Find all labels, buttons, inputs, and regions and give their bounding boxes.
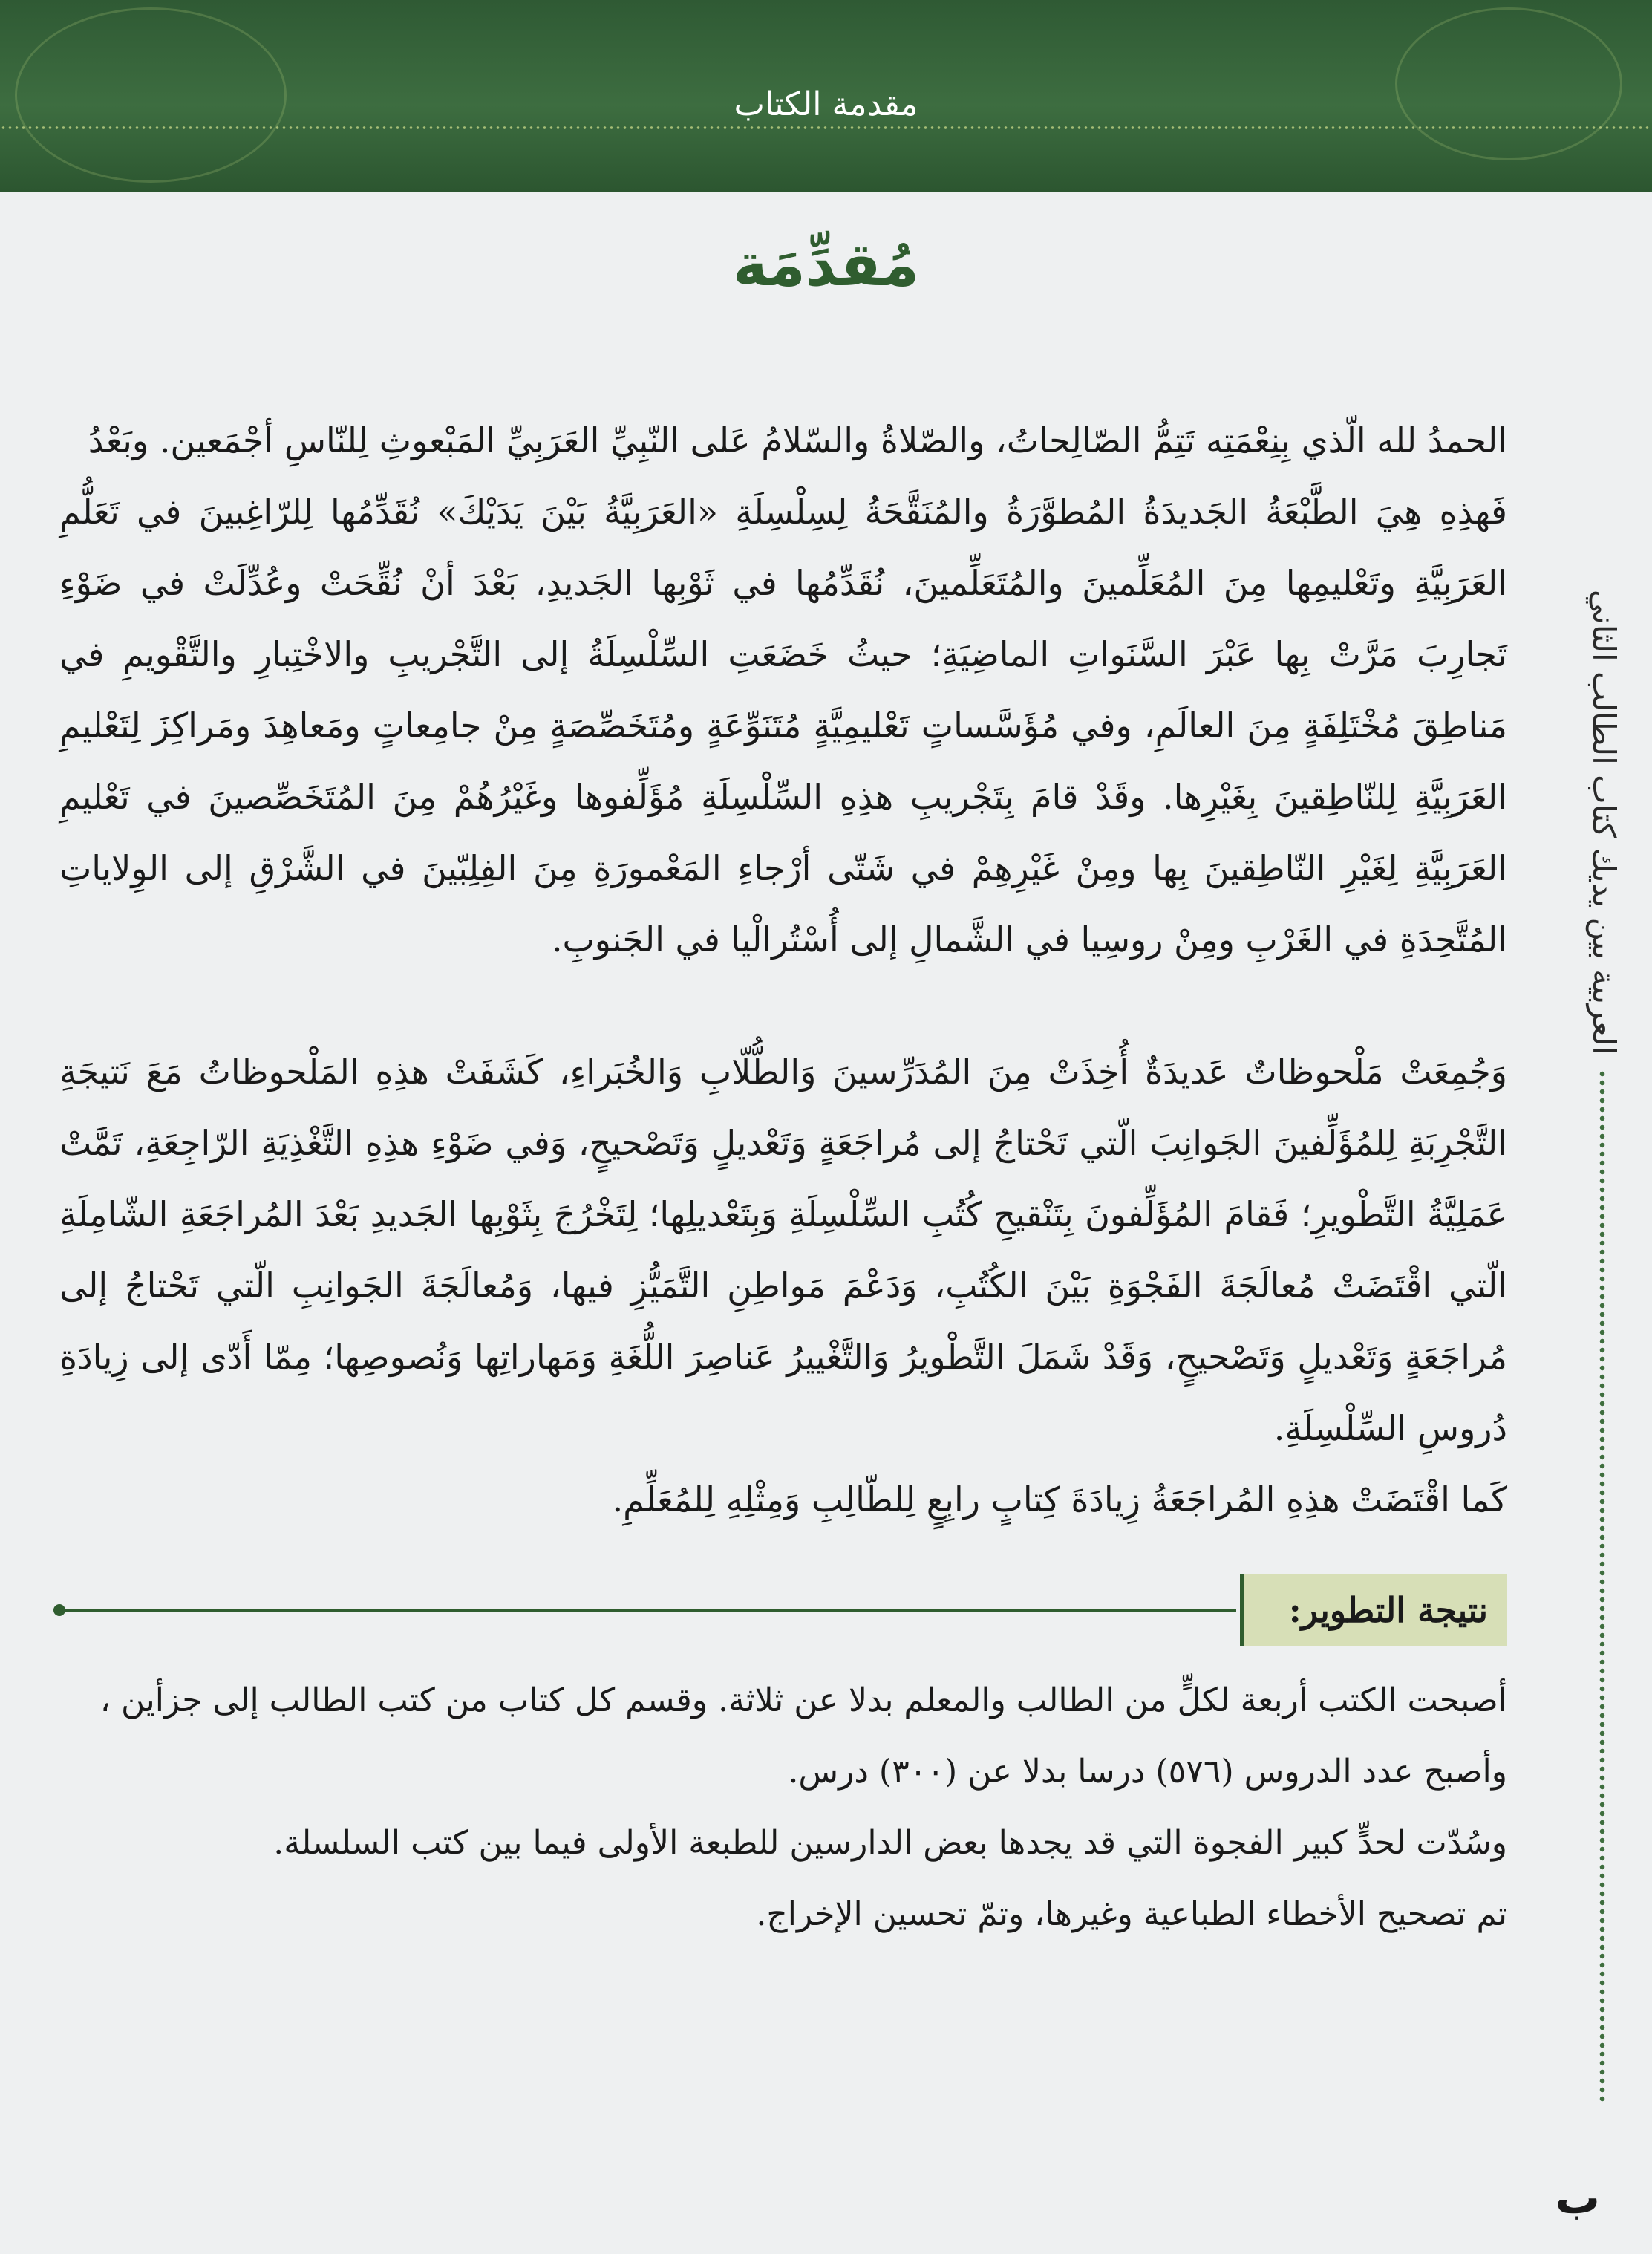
- section-heading: نتيجة التطوير:: [1240, 1574, 1507, 1646]
- list-item: وسُدّت لحدٍّ كبير الفجوة التي قد يجدها بعض الدارسين للطبعة الأولى فيما بين كتب السلسلة.: [273, 1824, 1507, 1862]
- ornament-right: [1395, 7, 1622, 160]
- intro-paragraph: وَجُمِعَتْ مَلْحوظاتٌ عَديدَةٌ أُخِذَتْ مِنَ المُدَرِّسينَ وَالطُّلّابِ وَالخُبَراءِ، كَشَفَتْ هذِهِ المَلْحوظاتُ مَعَ نَتيجَةِ التَّجْرِبَةِ لِلمُؤَلِّفينَ الجَوانِبَ الّتي تَحْتاجُ إلى مُراجَعَةٍ وَتَعْديلٍ وَتَصْحيحٍ، وَفي ضَوْءِ هذِهِ التَّغْذِيَةِ الرّاجِعَةِ، تَمَّتْ عَمَلِيَّةُ التَّطْويرِ؛ فَقامَ المُؤَلِّفونَ بِتَنْقيحِ كُتُبِ السِّلْسِلَةِ وَبِتَعْديلِها؛ لِتَخْرُجَ بِثَوْبِها الجَديدِ بَعْدَ المُراجَعَةِ الشّامِلَةِ الّتي اقْتَضَتْ مُعالَجَةَ الفَجْوَةِ بَيْنَ الكُتُبِ، وَدَعْمَ مَواطِنِ التَّمَيُّزِ فيها، وَمُعالَجَةَ الجَوانِبِ الّتي تَحْتاجُ إلى مُراجَعَةٍ وَتَعْديلٍ وَتَصْحيحٍ، وَقَدْ شَمَلَ التَّطْويرُ وَالتَّغْييرُ عَناصِرَ اللُّغَةِ وَمَهاراتِها وَنُصوصِها؛ مِمّا أَدّى إلى زِيادَةِ دُروسِ السِّلْسِلَةِ.: [59, 1052, 1507, 1448]
- page-number: ب: [1555, 2172, 1600, 2224]
- chapter-header-band: [0, 0, 1652, 192]
- results-list: [59, 1667, 1507, 1952]
- section-divider: [59, 1609, 1236, 1612]
- intro-paragraph: الحمدُ لله الّذي بِنِعْمَتِه تَتِمُّ الصّالِحاتُ، والصّلاةُ والسّلامُ عَلى النّبِيِّ العَرَبِيِّ المَبْعوثِ لِلنّاسِ أجْمَعين. وبَعْدُ: [88, 420, 1507, 460]
- chapter-header-title: مقدمة الكتاب: [734, 85, 918, 123]
- side-dotted-rule: [1599, 1069, 1606, 2102]
- intro-block-1: [59, 405, 1507, 975]
- page-title: مُقدِّمَة: [732, 230, 920, 299]
- list-item: وأصبح عدد الدروس (٥٧٦) درسا بدلا عن (٣٠٠) درس.: [788, 1753, 1507, 1791]
- intro-paragraph: كَما اقْتَضَتْ هذِهِ المُراجَعَةُ زِيادَةَ كِتابٍ رابِعٍ لِلطّالِبِ وَمِثْلِهِ لِلمُعَلِّمِ.: [612, 1479, 1507, 1520]
- list-item: تم تصحيح الأخطاء الطباعية وغيرها، وتمّ تحسين الإخراج.: [756, 1895, 1507, 1933]
- intro-block-2: [59, 1036, 1507, 1535]
- intro-paragraph: فَهذِهِ هِيَ الطَّبْعَةُ الجَديدَةُ المُطوَّرَةُ والمُنَقَّحَةُ لِسِلْسِلَةِ «العَرَبِيَّةُ بَيْنَ يَدَيْكَ» نُقَدِّمُها لِلرّاغِبينَ في تَعَلُّمِ العَرَبِيَّةِ وتَعْليمِها مِنَ المُعَلِّمينَ والمُتَعَلِّمينَ، نُقَدِّمُها في ثَوْبِها الجَديدِ، بَعْدَ أنْ نُقِّحَتْ وعُدِّلَتْ في ضَوْءِ تَجارِبَ مَرَّتْ بِها عَبْرَ السَّنَواتِ الماضِيَةِ؛ حيثُ خَضَعَتِ السِّلْسِلَةُ إلى التَّجْريبِ والاخْتِبارِ والتَّقْويمِ في مَناطِقَ مُخْتَلِفَةٍ مِنَ العالَمِ، وفي مُؤَسَّساتٍ تَعْليمِيَّةٍ مُتَنَوِّعَةٍ ومُتَخَصِّصَةٍ مِنْ جامِعاتٍ ومَعاهِدَ ومَراكِزَ لِتَعْليمِ العَرَبِيَّةِ لِلنّاطِقينَ بِغَيْرِها. وقَدْ قامَ بِتَجْريبِ هذِهِ السِّلْسِلَةِ مُؤَلِّفوها وغَيْرُهُمْ مِنَ المُتَخَصِّصينَ في تَعْليمِ العَرَبِيَّةِ لِغَيْرِ النّاطِقينَ بِها ومِنْ غَيْرِهِمْ في شَتّى أرْجاءِ المَعْمورَةِ مِنَ الفِلِبّينَ في الشَّرْقِ إلى الوِلاياتِ المُتَّحِدَةِ في الغَرْبِ ومِنْ روسِيا في الشَّمالِ إلى أُسْتُرالْيا في الجَنوبِ.: [59, 492, 1507, 960]
- book-side-label: العربية بين يديك كتاب الطالب الثاني: [1586, 589, 1622, 1055]
- dotted-divider: [0, 126, 1652, 129]
- list-item: أصبحت الكتب أربعة لكلٍّ من الطالب والمعلم بدلا عن ثلاثة. وقسم كل كتاب من كتب الطالب إلى جزأين ،: [99, 1681, 1507, 1719]
